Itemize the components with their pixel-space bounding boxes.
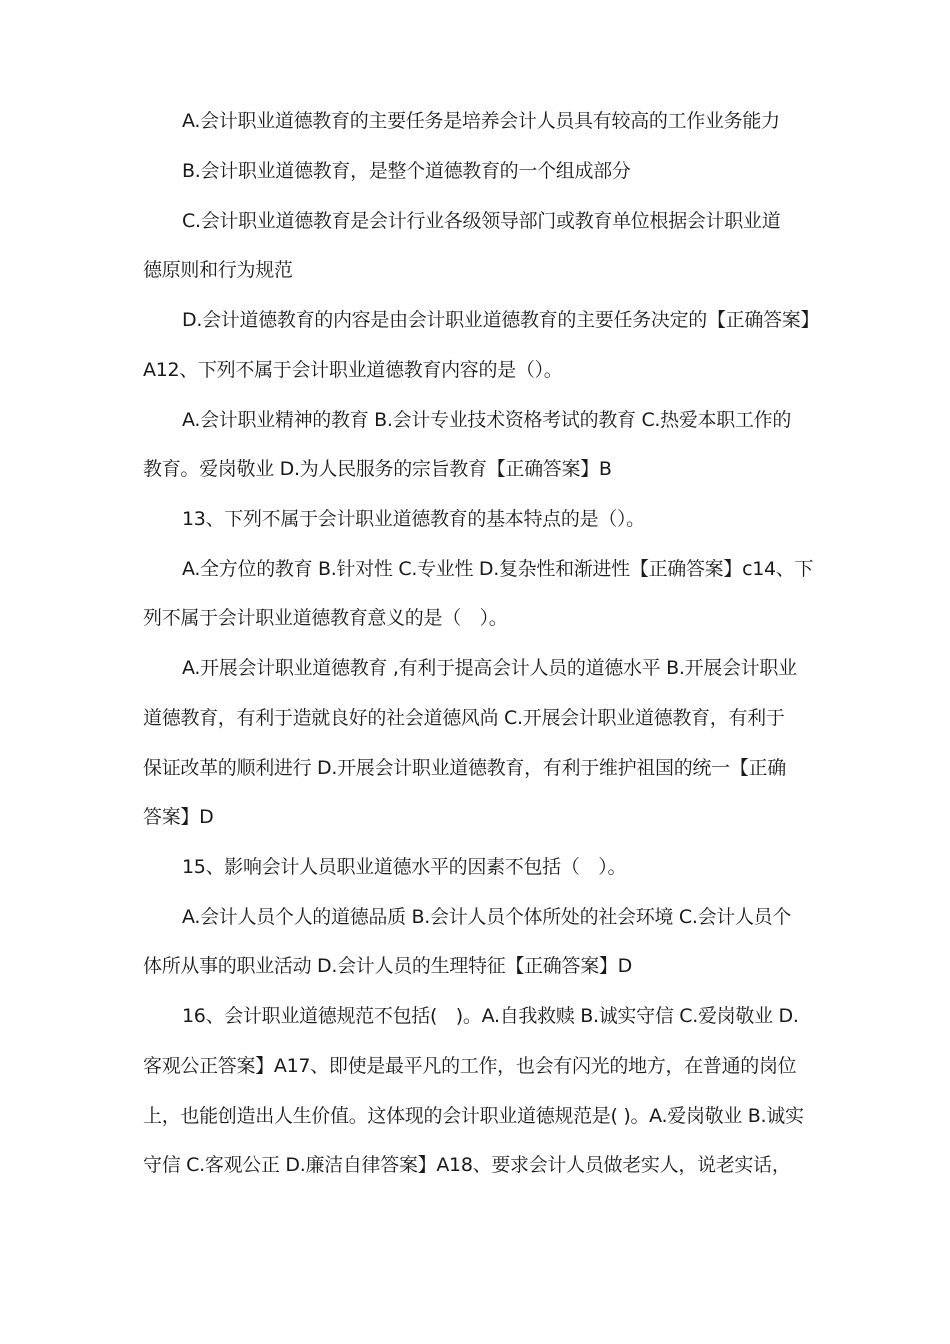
text-line: 体所从事的职业活动 D.会计人员的生理特征【正确答案】D <box>143 955 632 977</box>
text-line: A.会计人员个人的道德品质 B.会计人员个体所处的社会环境 C.会计人员个 <box>182 906 792 928</box>
text-line: 15、影响会计人员职业道德水平的因素不包括（ ）。 <box>182 856 627 878</box>
text-line: 列不属于会计职业道德教育意义的是（ ）。 <box>143 607 508 629</box>
text-line: 答案】D <box>143 806 214 828</box>
text-line: 德原则和行为规范 <box>143 259 293 281</box>
text-line: 13、下列不属于会计职业道德教育的基本特点的是（）。 <box>182 508 645 530</box>
text-line: 16、会计职业道德规范不包括( )。A.自我救赎 B.诚实守信 C.爱岗敬业 D. <box>182 1005 799 1027</box>
text-line: A.会计职业道德教育的主要任务是培养会计人员具有较高的工作业务能力 <box>182 110 780 132</box>
text-line: B.会计职业道德教育，是整个道德教育的一个组成部分 <box>182 160 631 182</box>
text-line: 客观公正答案】A17、即使是最平凡的工作，也会有闪光的地方，在普通的岗位 <box>143 1055 797 1077</box>
text-line: A.开展会计职业道德教育 ,有利于提高会计人员的道德水平 B.开展会计职业 <box>182 657 797 679</box>
text-line: 上，也能创造出人生价值。这体现的会计职业道德规范是( )。A.爱岗敬业 B.诚实 <box>143 1105 804 1127</box>
text-line: 教育。爱岗敬业 D.为人民服务的宗旨教育【正确答案】B <box>143 458 612 480</box>
text-line: C.会计职业道德教育是会计行业各级领导部门或教育单位根据会计职业道 <box>182 210 781 232</box>
text-line: A.全方位的教育 B.针对性 C.专业性 D.复杂性和渐进性【正确答案】c14、下 <box>182 558 814 580</box>
text-line: D.会计道德教育的内容是由会计职业道德教育的主要任务决定的【正确答案】 <box>182 309 820 331</box>
text-line: A.会计职业精神的教育 B.会计专业技术资格考试的教育 C.热爱本职工作的 <box>182 409 792 431</box>
text-line: 守信 C.客观公正 D.廉洁自律答案】A18、要求会计人员做老实人，说老实话， <box>143 1154 791 1176</box>
text-line: 保证改革的顺利进行 D.开展会计职业道德教育，有利于维护祖国的统一【正确 <box>143 757 786 779</box>
text-line: 道德教育，有利于造就良好的社会道德风尚 C.开展会计职业道德教育，有利于 <box>143 707 785 729</box>
text-line: A12、下列不属于会计职业道德教育内容的是（）。 <box>143 359 563 381</box>
